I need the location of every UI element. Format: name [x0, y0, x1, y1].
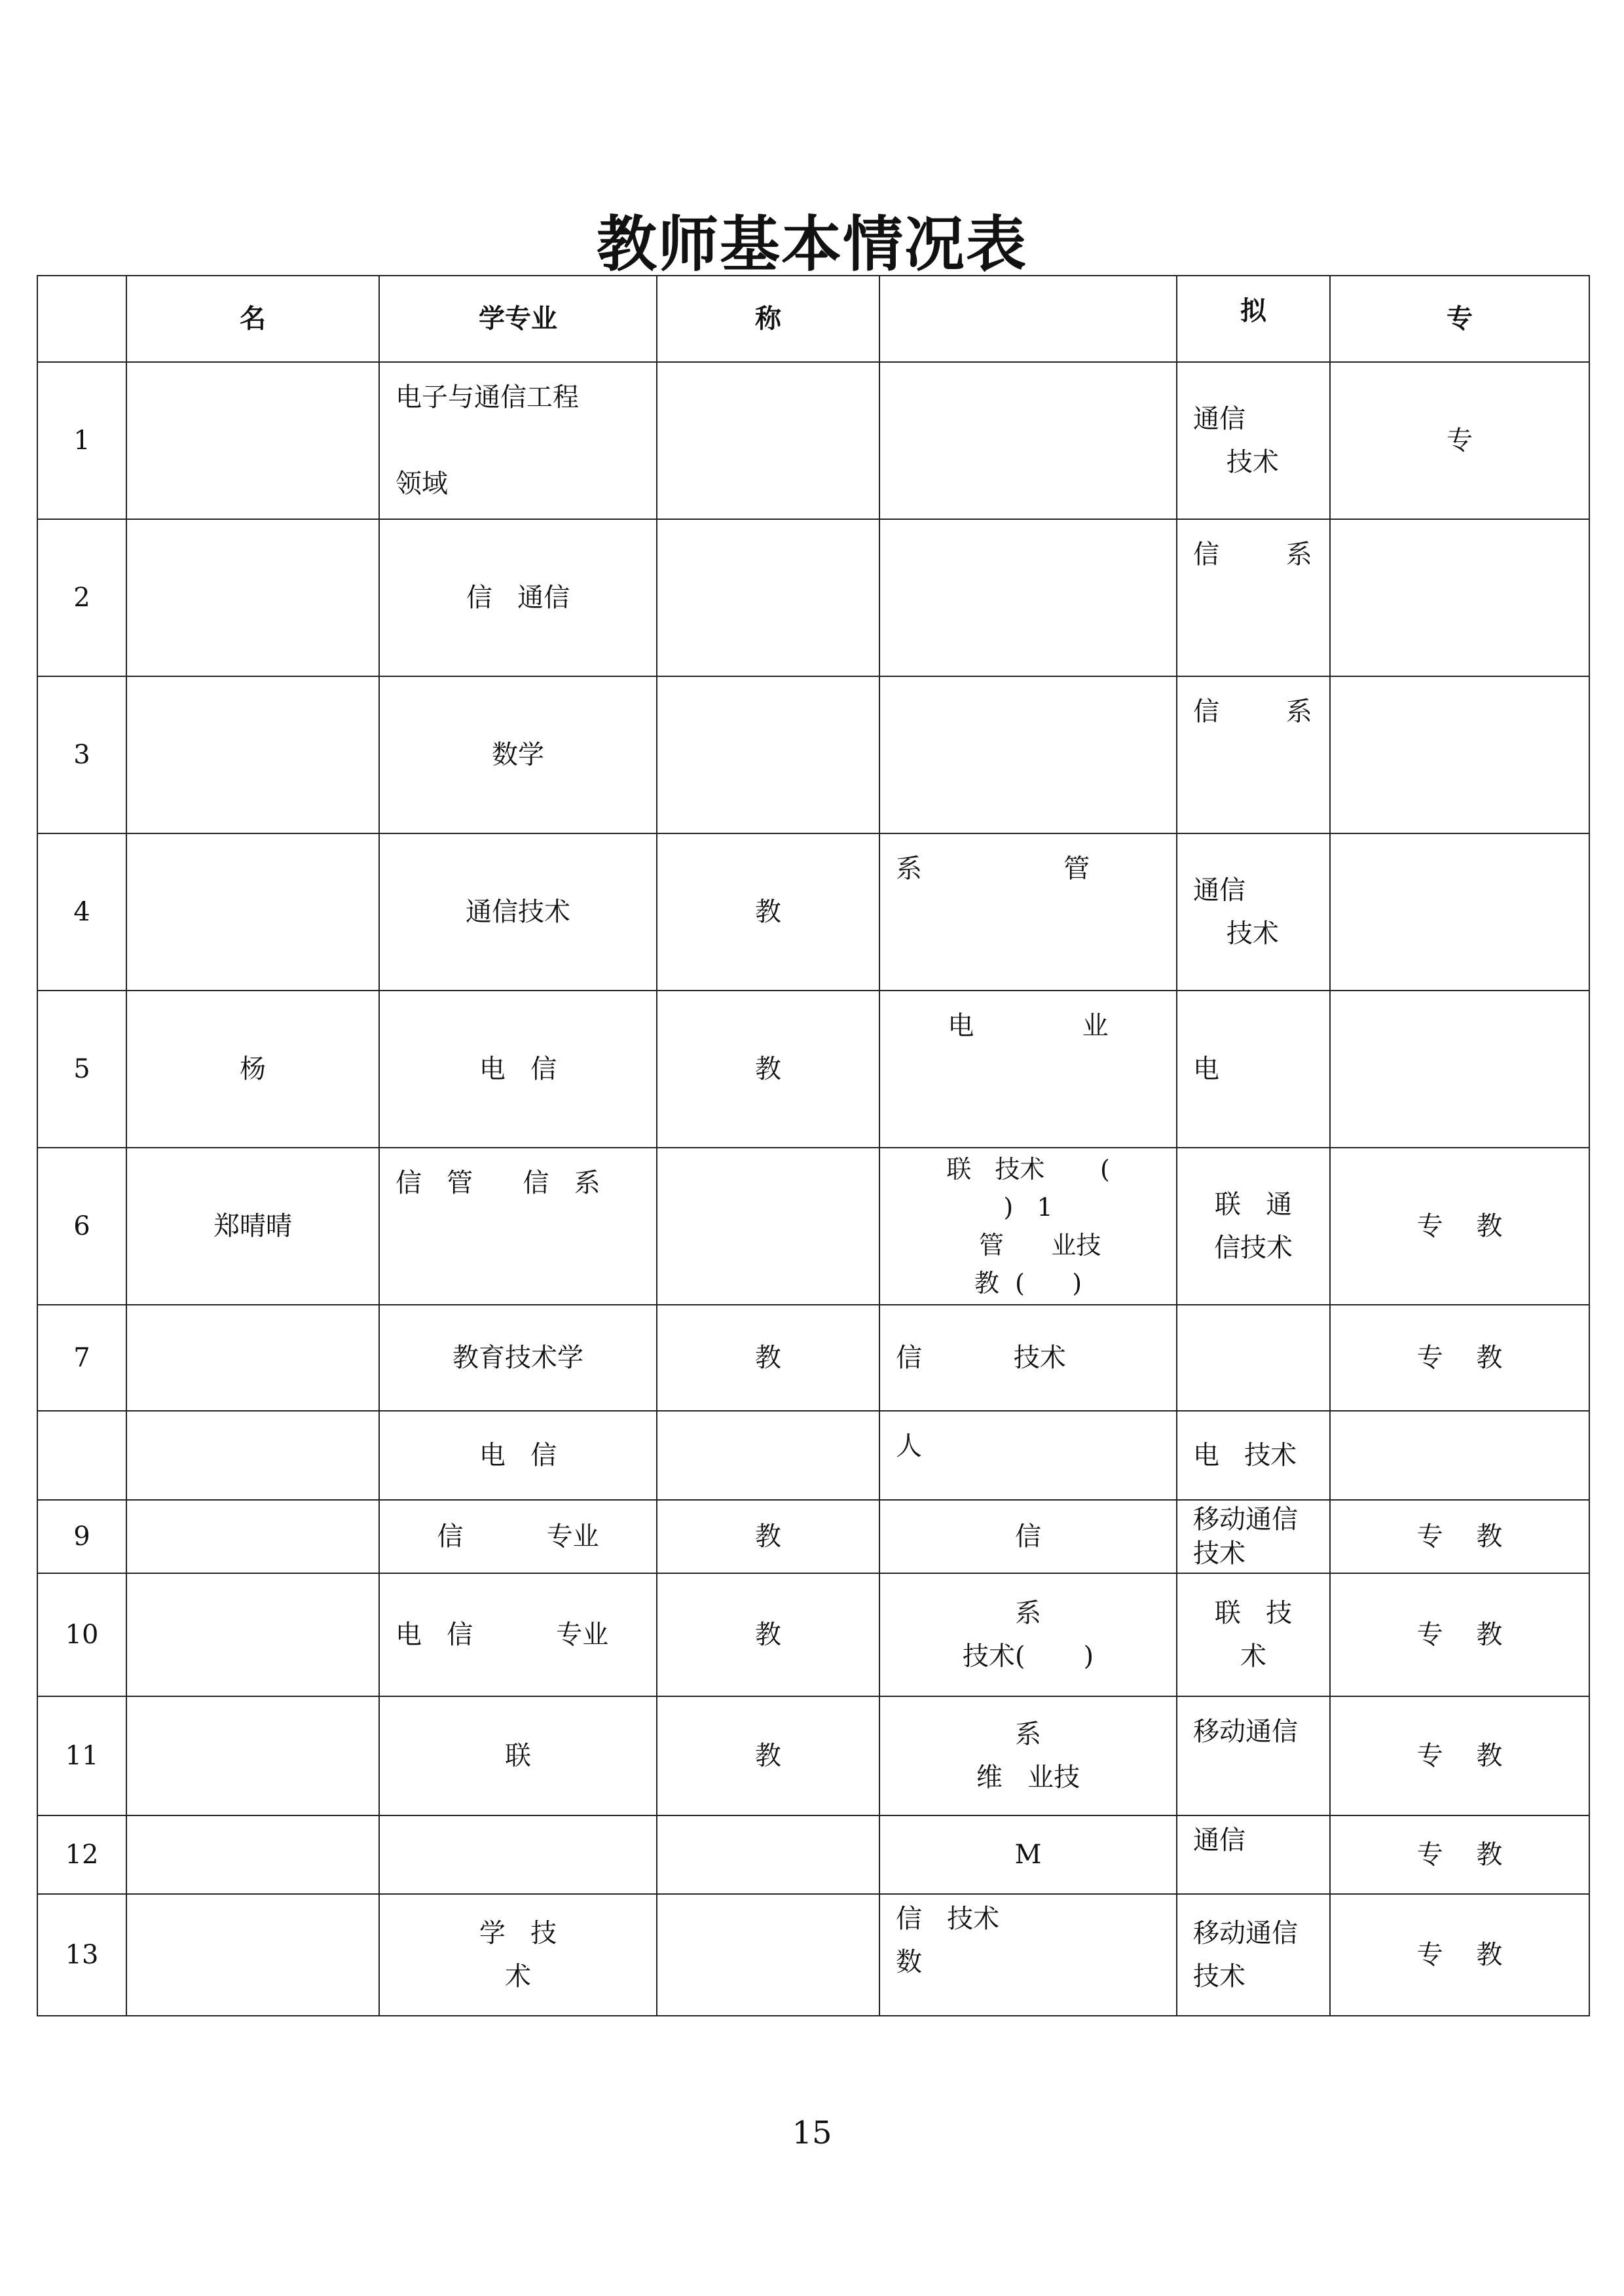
table-row: [37, 1894, 1589, 2016]
row-index-cell: 10: [37, 1573, 126, 1696]
row-title-cell: [657, 519, 879, 676]
row-title-cell: [657, 1411, 879, 1500]
table-row: [37, 1815, 1589, 1894]
row-fulltime-cell: 专 教: [1330, 1573, 1589, 1696]
row-col5-cell: 人: [879, 1411, 1177, 1500]
row-col5-cell: 系 维 业技: [879, 1696, 1177, 1815]
row-index-cell: 3: [37, 676, 126, 833]
row-col5-cell: 信 技术: [879, 1305, 1177, 1411]
row-name-cell: [126, 1573, 379, 1696]
row-major-cell: 信 专业: [379, 1500, 657, 1573]
row-col5-cell: 联 技术 ( ) 1 管 业技 教 ( ): [879, 1148, 1177, 1305]
row-planned-cell: [1177, 1305, 1330, 1411]
table-row: [37, 991, 1589, 1148]
row-col5-cell: 系 技术( ): [879, 1573, 1177, 1696]
row-fulltime-cell: [1330, 833, 1589, 991]
row-planned-cell: 移动通信: [1177, 1696, 1330, 1815]
row-title-cell: 教: [657, 991, 879, 1148]
row-fulltime-cell: 专: [1330, 362, 1589, 519]
row-planned-cell: 移动通信 技术: [1177, 1894, 1330, 2016]
row-major-cell: 电 信: [379, 991, 657, 1148]
teacher-info-table: [37, 275, 1590, 2016]
row-index-cell: [37, 1411, 126, 1500]
row-title-cell: [657, 676, 879, 833]
row-index-cell: 1: [37, 362, 126, 519]
row-fulltime-cell: 专 教: [1330, 1500, 1589, 1573]
row-index-cell: 7: [37, 1305, 126, 1411]
row-major-cell: 信 管 信 系: [379, 1148, 657, 1305]
row-fulltime-cell: 专 教: [1330, 1815, 1589, 1894]
row-title-cell: [657, 1894, 879, 2016]
row-col5-cell: [879, 676, 1177, 833]
row-name-cell: [126, 1815, 379, 1894]
row-planned-cell: 电 技术: [1177, 1411, 1330, 1500]
row-major-cell: 通信技术: [379, 833, 657, 991]
row-major-cell: 电 信: [379, 1411, 657, 1500]
row-index-cell: 13: [37, 1894, 126, 2016]
row-index-cell: 4: [37, 833, 126, 991]
row-title-cell: [657, 1815, 879, 1894]
row-col5-cell: 信: [879, 1500, 1177, 1573]
row-name-cell: [126, 1696, 379, 1815]
row-major-cell: 数学: [379, 676, 657, 833]
header-cell-fulltime: 专: [1330, 276, 1589, 362]
row-name-cell: [126, 1305, 379, 1411]
header-cell-index: [37, 276, 126, 362]
row-name-cell: [126, 362, 379, 519]
row-index-cell: 9: [37, 1500, 126, 1573]
row-planned-cell: 信 系: [1177, 676, 1330, 833]
table-row: [37, 1148, 1589, 1305]
row-col5-cell: [879, 519, 1177, 676]
row-name-cell: [126, 519, 379, 676]
row-major-cell: 电 信 专业: [379, 1573, 657, 1696]
table-header-row: [37, 276, 1589, 362]
row-planned-cell: 联 技 术: [1177, 1573, 1330, 1696]
header-cell-name: 名: [126, 276, 379, 362]
table-row: [37, 1305, 1589, 1411]
row-major-cell: [379, 1815, 657, 1894]
row-title-cell: 教: [657, 1696, 879, 1815]
row-title-cell: 教: [657, 1500, 879, 1573]
row-name-cell: [126, 1894, 379, 2016]
row-major-cell: 信 通信: [379, 519, 657, 676]
row-name-cell: [126, 1500, 379, 1573]
row-major-cell: 联: [379, 1696, 657, 1815]
row-fulltime-cell: 专 教: [1330, 1894, 1589, 2016]
row-major-cell: 电子与通信工程 领域: [379, 362, 657, 519]
row-fulltime-cell: [1330, 1411, 1589, 1500]
row-title-cell: 教: [657, 833, 879, 991]
row-col5-cell: M: [879, 1815, 1177, 1894]
row-index-cell: 5: [37, 991, 126, 1148]
row-planned-cell: 通信 技术: [1177, 362, 1330, 519]
row-name-cell: [126, 1411, 379, 1500]
row-planned-cell: 移动通信 技术: [1177, 1500, 1330, 1573]
row-index-cell: 12: [37, 1815, 126, 1894]
table-row: [37, 676, 1589, 833]
header-cell-planned: 拟: [1177, 276, 1330, 362]
row-planned-cell: 信 系: [1177, 519, 1330, 676]
row-index-cell: 11: [37, 1696, 126, 1815]
row-col5-cell: 系 管: [879, 833, 1177, 991]
row-title-cell: 教: [657, 1305, 879, 1411]
table-row: [37, 1500, 1589, 1573]
row-major-cell: 学 技 术: [379, 1894, 657, 2016]
page-title: 教师基本情况表: [596, 209, 1027, 280]
row-planned-cell: 电: [1177, 991, 1330, 1148]
row-name-cell: 郑晴晴: [126, 1148, 379, 1305]
header-cell-5: [879, 276, 1177, 362]
table-row: [37, 1573, 1589, 1696]
row-title-cell: [657, 1148, 879, 1305]
table-row: [37, 833, 1589, 991]
row-name-cell: [126, 833, 379, 991]
row-index-cell: 6: [37, 1148, 126, 1305]
row-col5-cell: [879, 362, 1177, 519]
row-planned-cell: 联 通 信技术: [1177, 1148, 1330, 1305]
row-planned-cell: 通信: [1177, 1815, 1330, 1894]
row-col5-cell: 电 业: [879, 991, 1177, 1148]
row-name-cell: 杨: [126, 991, 379, 1148]
header-cell-title: 称: [657, 276, 879, 362]
page-number: 15: [792, 2115, 832, 2151]
row-title-cell: 教: [657, 1573, 879, 1696]
row-index-cell: 2: [37, 519, 126, 676]
row-col5-cell: 信 技术 数: [879, 1894, 1177, 2016]
table-row: [37, 519, 1589, 676]
row-fulltime-cell: 专 教: [1330, 1148, 1589, 1305]
row-title-cell: [657, 362, 879, 519]
table-row: [37, 1411, 1589, 1500]
row-fulltime-cell: 专 教: [1330, 1305, 1589, 1411]
table-row: [37, 1696, 1589, 1815]
row-major-cell: 教育技术学: [379, 1305, 657, 1411]
table-row: [37, 362, 1589, 519]
row-planned-cell: 通信 技术: [1177, 833, 1330, 991]
row-fulltime-cell: [1330, 519, 1589, 676]
header-cell-major: 学专业: [379, 276, 657, 362]
row-fulltime-cell: [1330, 676, 1589, 833]
row-name-cell: [126, 676, 379, 833]
row-fulltime-cell: 专 教: [1330, 1696, 1589, 1815]
row-fulltime-cell: [1330, 991, 1589, 1148]
